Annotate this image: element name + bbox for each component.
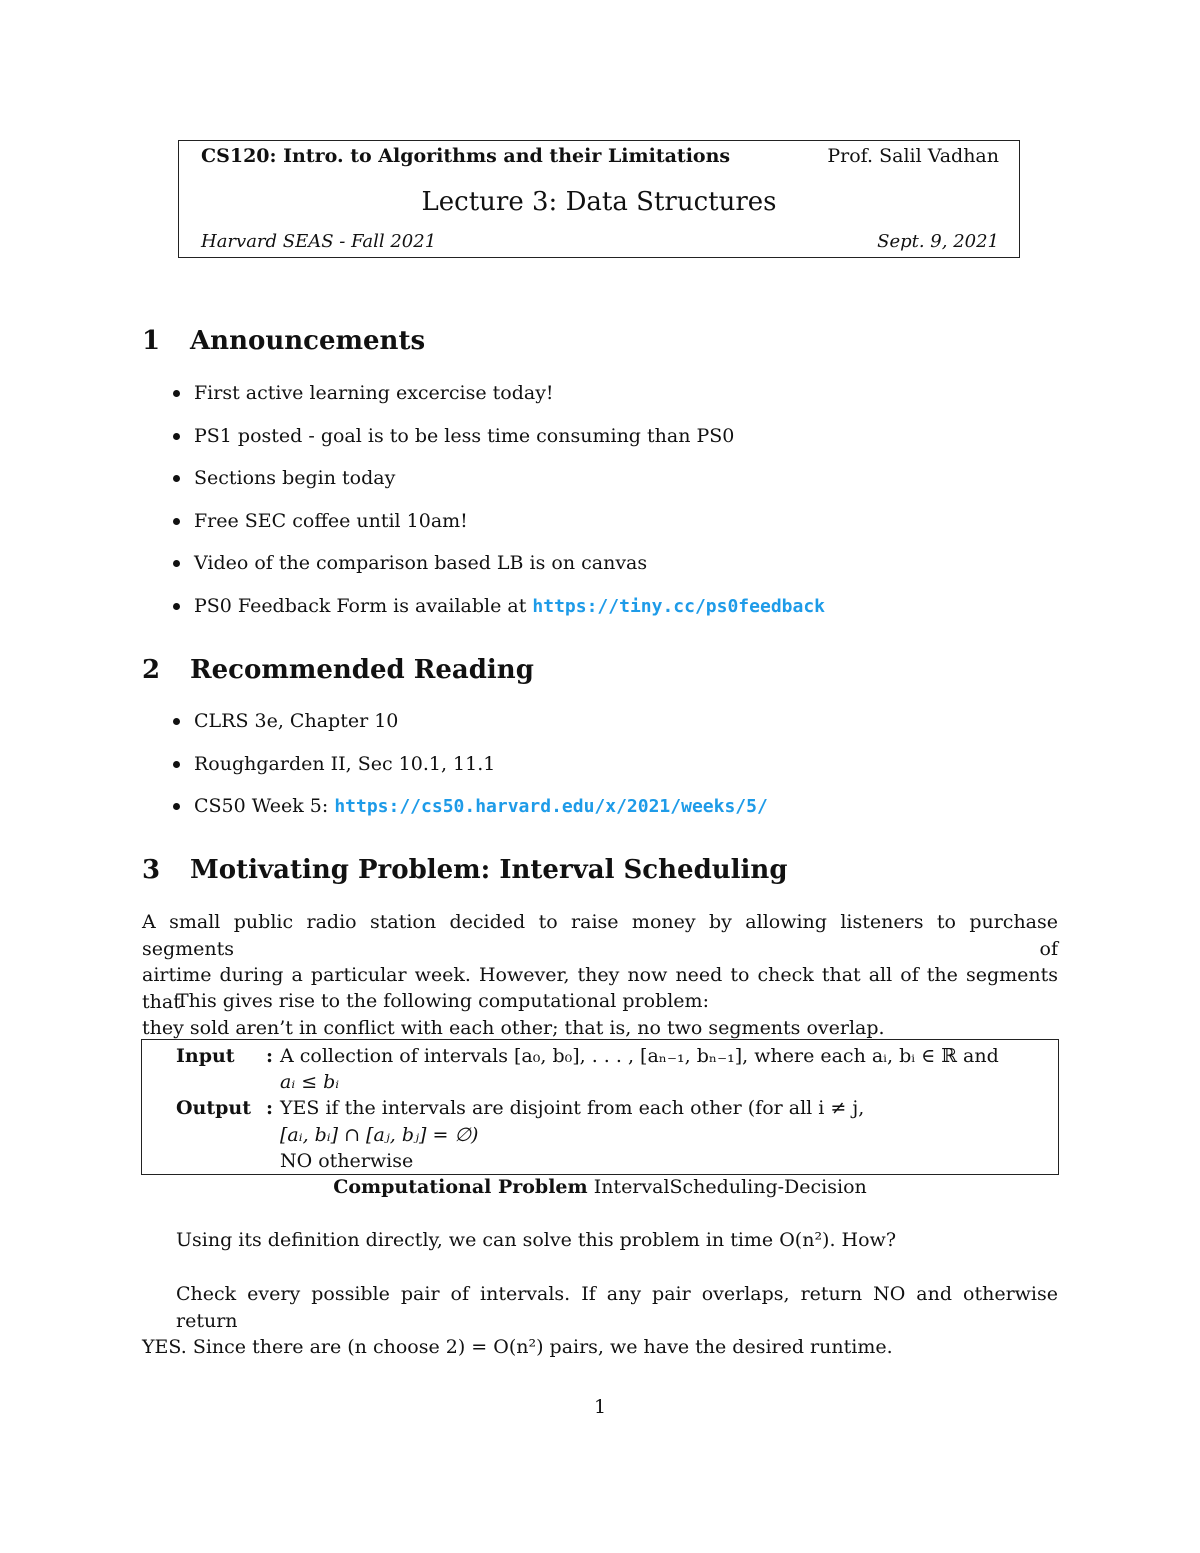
list-item — [172, 379, 825, 422]
section-title: Recommended Reading — [190, 655, 534, 685]
item-text: Sections begin today — [194, 467, 396, 489]
list-item — [172, 792, 768, 835]
item-text: First active learning excercise today! — [194, 382, 554, 404]
runtime-question — [176, 1227, 1092, 1254]
item-text: PS1 posted - goal is to be less time consuming than PS0 — [194, 424, 735, 447]
section-heading-reading — [142, 655, 534, 685]
item-text: Video of the comparison based LB is on canvas — [194, 552, 648, 574]
runtime-answer — [142, 1281, 1058, 1361]
problem-definition-box — [141, 1039, 1059, 1175]
section-number: 3 — [142, 855, 161, 885]
intro-paragraph — [142, 909, 1058, 1042]
section-heading-announcements — [142, 326, 425, 356]
list-item — [172, 592, 825, 635]
paragraph-line: they sold aren’t in conflict with each other; that is, no two segments overlap. — [142, 1017, 885, 1039]
caption-label: Computational Problem — [333, 1176, 588, 1198]
list-item — [172, 422, 825, 465]
output-disjoint-formula: [aᵢ, bᵢ] ∩ [aⱼ, bⱼ] = ∅) — [280, 1124, 479, 1146]
output-no-condition: NO otherwise — [280, 1150, 414, 1172]
paragraph-line: Check every possible pair of intervals. If any pair overlaps, return NO and otherwise return — [176, 1283, 1058, 1332]
item-text: CS50 Week 5: — [194, 795, 335, 817]
paragraph-line: YES. Since there are (n choose 2) = O(n²) pairs, we have the desired runtime. — [142, 1336, 893, 1358]
course-title: CS120: Intro. to Algorithms and their Limitations — [201, 145, 731, 167]
lecture-header — [178, 140, 1020, 258]
lecture-date: Sept. 9, 2021 — [877, 231, 999, 252]
caption-problem-name: IntervalScheduling-Decision — [593, 1176, 867, 1198]
item-text: CLRS 3e, Chapter 10 — [194, 710, 399, 732]
professor-name: Prof. Salil Vadhan — [827, 145, 999, 167]
section-heading-interval-scheduling — [142, 855, 788, 885]
section-title: Motivating Problem: Interval Scheduling — [190, 855, 788, 885]
list-item — [172, 707, 768, 750]
page-number: 1 — [593, 1396, 607, 1418]
lead-paragraph — [176, 988, 1092, 1015]
paragraph-line: This gives rise to the following computational problem: — [176, 990, 709, 1012]
school-term: Harvard SEAS - Fall 2021 — [201, 231, 437, 252]
list-item — [172, 549, 825, 592]
reading-list — [172, 707, 768, 835]
item-text: Free SEC coffee until 10am! — [194, 509, 468, 532]
list-item — [172, 750, 768, 793]
input-constraint: aᵢ ≤ bᵢ — [280, 1071, 340, 1093]
list-item — [172, 464, 825, 507]
lecture-title: Lecture 3: Data Structures — [421, 187, 777, 217]
section-title: Announcements — [190, 326, 426, 356]
item-text: PS0 Feedback Form is available at — [194, 594, 533, 617]
paragraph-line: Using its definition directly, we can solve this problem in time O(n²). How? — [176, 1229, 897, 1251]
output-colon: : — [266, 1097, 274, 1119]
list-item — [172, 507, 825, 550]
item-text: Roughgarden II, Sec 10.1, 11.1 — [194, 752, 496, 775]
ps0-feedback-link[interactable]: https://tiny.cc/ps0feedback — [532, 595, 826, 617]
paragraph-line: airtime during a particular week. However, they now need to check that all of the segments that — [142, 964, 1058, 1013]
problem-caption — [0, 1176, 1200, 1198]
output-yes-condition: YES if the intervals are disjoint from each other (for all i ≠ j, — [280, 1097, 865, 1119]
paragraph-line: A small public radio station decided to raise money by allowing listeners to purchase segments of — [142, 911, 1058, 960]
input-description: A collection of intervals [a₀, b₀], . . . , [aₙ₋₁, bₙ₋₁], where each aᵢ, bᵢ ∈ ℝ and — [280, 1045, 999, 1067]
output-label: Output — [176, 1097, 252, 1119]
cs50-week5-link[interactable]: https://cs50.harvard.edu/x/2021/weeks/5/ — [334, 796, 768, 817]
input-colon: : — [266, 1045, 274, 1067]
section-number: 2 — [142, 655, 161, 685]
input-label: Input — [176, 1045, 235, 1067]
section-number: 1 — [142, 326, 161, 356]
announcements-list — [172, 379, 825, 634]
